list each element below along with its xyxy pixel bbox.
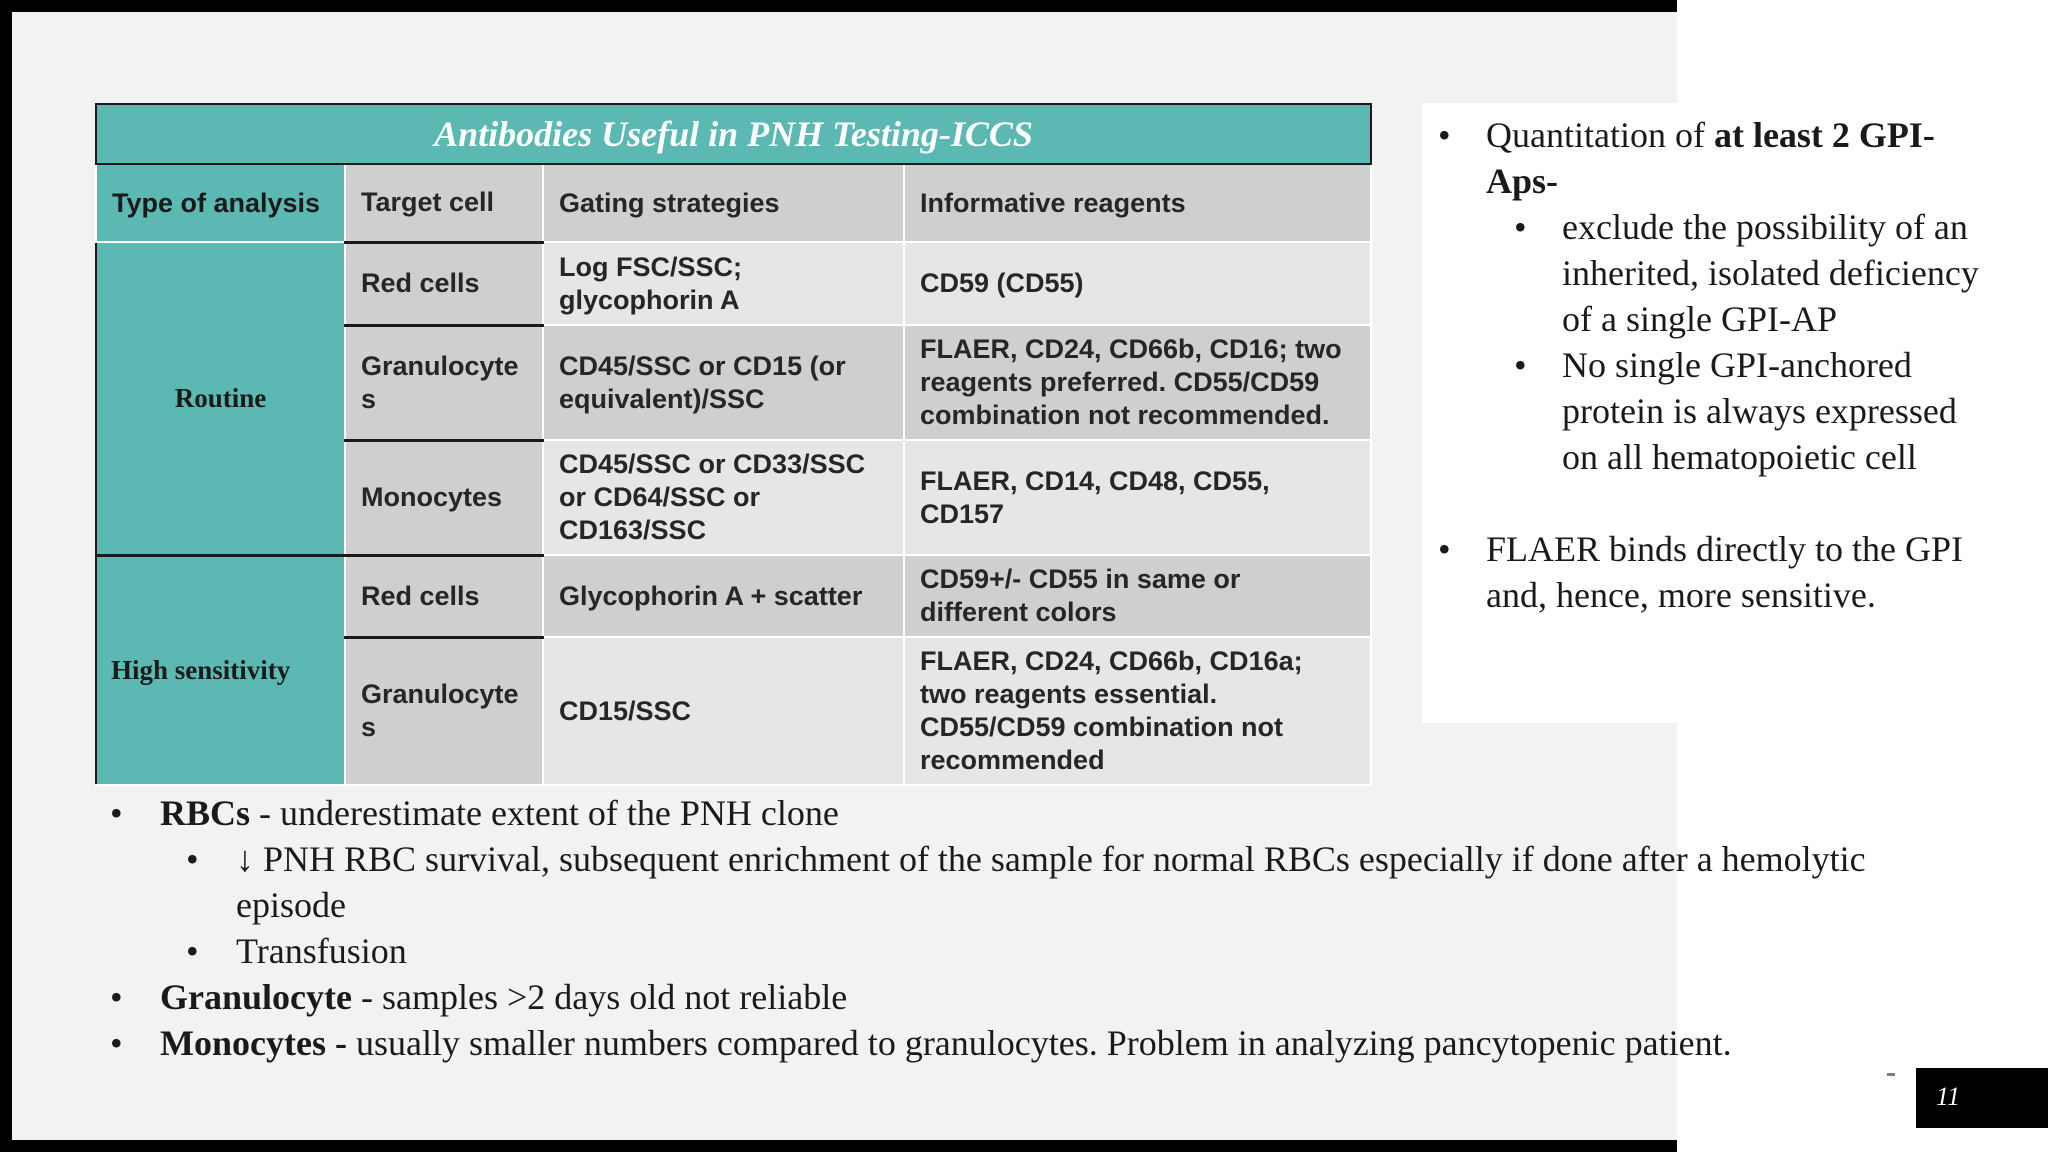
table-title: Antibodies Useful in PNH Testing-ICCS (96, 104, 1371, 164)
bullet-text: - samples >2 days old not reliable (351, 977, 848, 1017)
right-bullet-list (1430, 112, 1990, 618)
bullet-text: usually smaller numbers compared to granulocytes. Problem in analyzing pancytopenic patient. (346, 1023, 1732, 1063)
sub-bullet-rbc-survival: • ↓ PNH RBC survival, subsequent enrichment of the sample for normal RBCs especially if done after a hemolytic episode (105, 836, 1916, 928)
bullet-bold-text: at least 2 GPI-Aps- (1486, 115, 1935, 201)
gating-cell: Glycophorin A + scatter (543, 555, 904, 637)
target-cell: Granulocyte s (345, 637, 543, 785)
bullet-bold-text: RBCs (160, 793, 251, 833)
bullet-rbcs (105, 790, 1905, 836)
header-informative-reagents: Informative reagents (904, 164, 1371, 242)
bullet-text: - underestimate extent of the PNH clone (250, 793, 839, 833)
bullet-bold-text: Granulocyte (160, 977, 352, 1017)
reagents-cell: CD59+/- CD55 in same or different colors (904, 555, 1371, 637)
gating-cell: Log FSC/SSC; glycophorin A (543, 242, 904, 325)
reagents-cell: FLAER, CD24, CD66b, CD16a; two reagents essential. CD55/CD59 combination not recommended (904, 637, 1371, 785)
frame-bottom-border (0, 1140, 1677, 1152)
type-high-sensitivity: High sensitivity (96, 555, 345, 785)
target-cell: Red cells (345, 242, 543, 325)
header-gating-strategies: Gating strategies (543, 164, 904, 242)
bottom-bullet-list (105, 790, 1905, 1066)
header-type-of-analysis: Type of analysis (96, 164, 345, 242)
target-cell: Red cells (345, 555, 543, 637)
spacer (1430, 480, 1990, 526)
header-target-cell: Target cell (345, 164, 543, 242)
target-cell: Granulocyte s (345, 325, 543, 440)
bullet-bold-text: Monocytes - (160, 1023, 347, 1063)
frame-left-border (0, 0, 12, 1152)
reagents-cell: CD59 (CD55) (904, 242, 1371, 325)
bullet-quantitation (1430, 112, 1990, 204)
gating-cell: CD15/SSC (543, 637, 904, 785)
sub-bullet-no-single-gpi: • No single GPI-anchored protein is always expressed on all hematopoietic cell (1430, 342, 1990, 480)
reagents-cell: FLAER, CD24, CD66b, CD16; two reagents preferred. CD55/CD59 combination not recommended. (904, 325, 1371, 440)
reagents-cell: FLAER, CD14, CD48, CD55, CD157 (904, 440, 1371, 555)
gating-cell: CD45/SSC or CD33/SSC or CD64/SSC or CD163/SSC (543, 440, 904, 555)
page-number-box (1916, 1068, 2048, 1128)
bullet-granulocyte (105, 974, 1905, 1020)
gating-cell: CD45/SSC or CD15 (or equivalent)/SSC (543, 325, 904, 440)
sub-bullet-transfusion: • Transfusion (105, 928, 1905, 974)
target-cell: Monocytes (345, 440, 543, 555)
type-routine: Routine (96, 242, 345, 555)
bullet-monocytes (105, 1020, 1905, 1066)
antibody-table (95, 103, 1372, 786)
footer-dash (1887, 1073, 1895, 1076)
frame-top-border (0, 0, 1677, 12)
page-number: 11 (1936, 1082, 1961, 1111)
sub-bullet-inherited-deficiency: • exclude the possibility of an inherited, isolated deficiency of a single GPI-AP (1430, 204, 1990, 342)
bullet-flaer: • FLAER binds directly to the GPI and, hence, more sensitive. (1430, 526, 1990, 618)
bullet-text: Quantitation of (1486, 115, 1714, 155)
